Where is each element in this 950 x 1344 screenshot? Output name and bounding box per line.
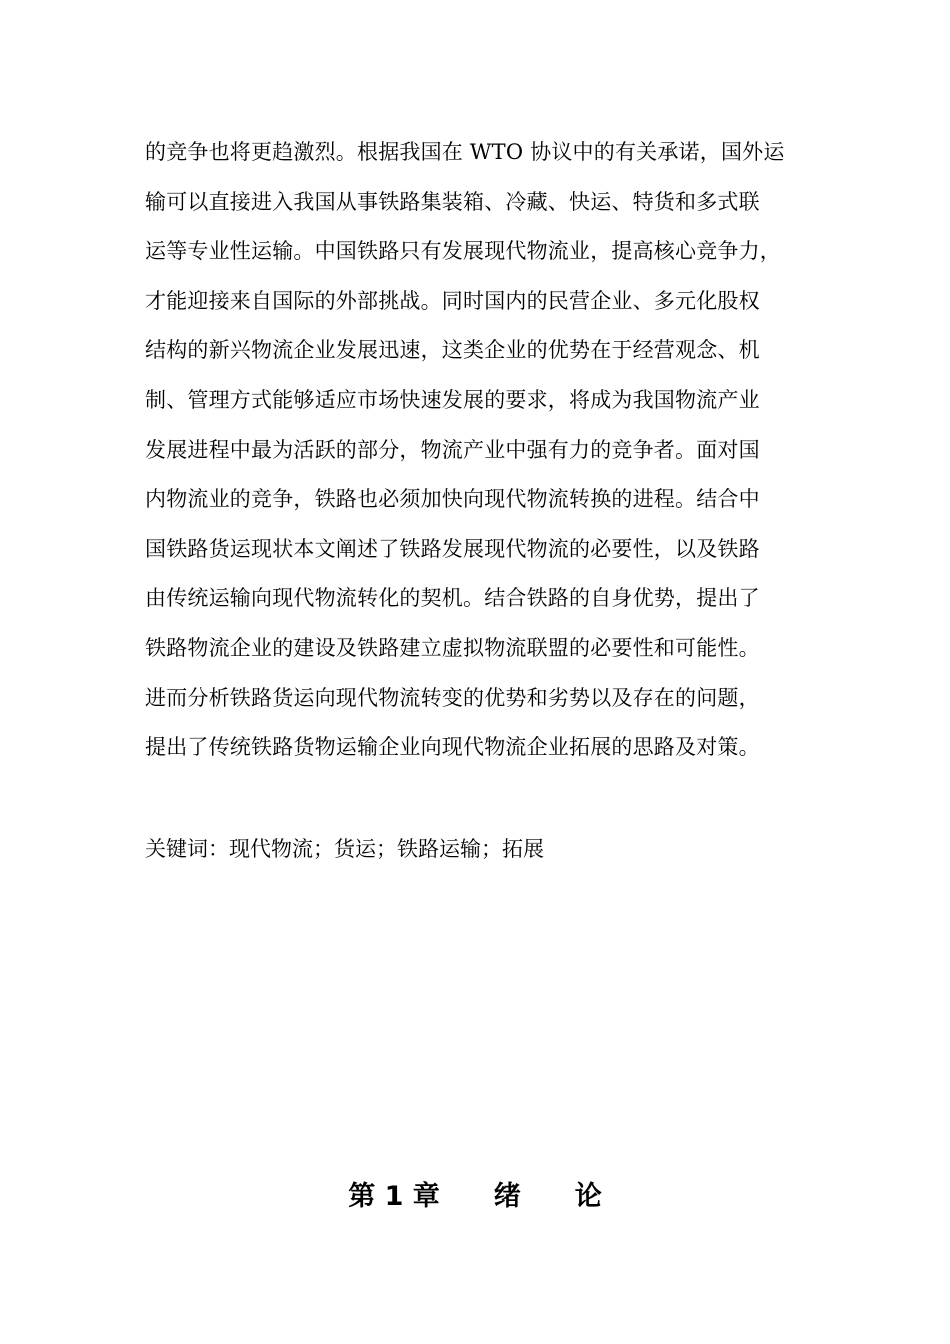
abstract-line: 提出了传统铁路货物运输企业向现代物流企业拓展的思路及对策。 <box>145 735 760 760</box>
abstract-line: 制、管理方式能够适应市场快速发展的要求，将成为我国物流产业 <box>145 387 760 412</box>
abstract-line: 运等专业性运输。中国铁路只有发展现代物流业，提高核心竞争力， <box>145 239 781 264</box>
abstract-line: 的竞争也将更趋激烈。根据我国在 WTO 协议中的有关承诺，国外运 <box>145 140 785 164</box>
keywords-line: 关键词：现代物流；货运；铁路运输；拓展 <box>145 837 544 861</box>
abstract-line: 铁路物流企业的建设及铁路建立虚拟物流联盟的必要性和可能性。 <box>145 635 760 660</box>
abstract-line: 发展进程中最为活跃的部分，物流产业中强有力的竞争者。面对国 <box>145 437 760 462</box>
abstract-line: 结构的新兴物流企业发展迅速，这类企业的优势在于经营观念、机 <box>145 338 760 363</box>
abstract-line: 才能迎接来自国际的外部挑战。同时国内的民营企业、多元化股权 <box>145 288 760 313</box>
abstract-body <box>145 133 845 778</box>
abstract-line: 进而分析铁路货运向现代物流转变的优势和劣势以及存在的问题， <box>145 685 760 710</box>
abstract-line: 国铁路货运现状本文阐述了铁路发展现代物流的必要性，以及铁路 <box>145 536 760 561</box>
abstract-line: 输可以直接进入我国从事铁路集装箱、冷藏、快运、特货和多式联 <box>145 189 760 214</box>
abstract-line: 内物流业的竞争，铁路也必须加快向现代物流转换的进程。结合中 <box>145 487 760 512</box>
abstract-line: 由传统运输向现代物流转化的契机。结合铁路的自身优势，提出了 <box>145 586 760 611</box>
chapter-heading: 第 1 章 绪 论 <box>348 1181 602 1212</box>
